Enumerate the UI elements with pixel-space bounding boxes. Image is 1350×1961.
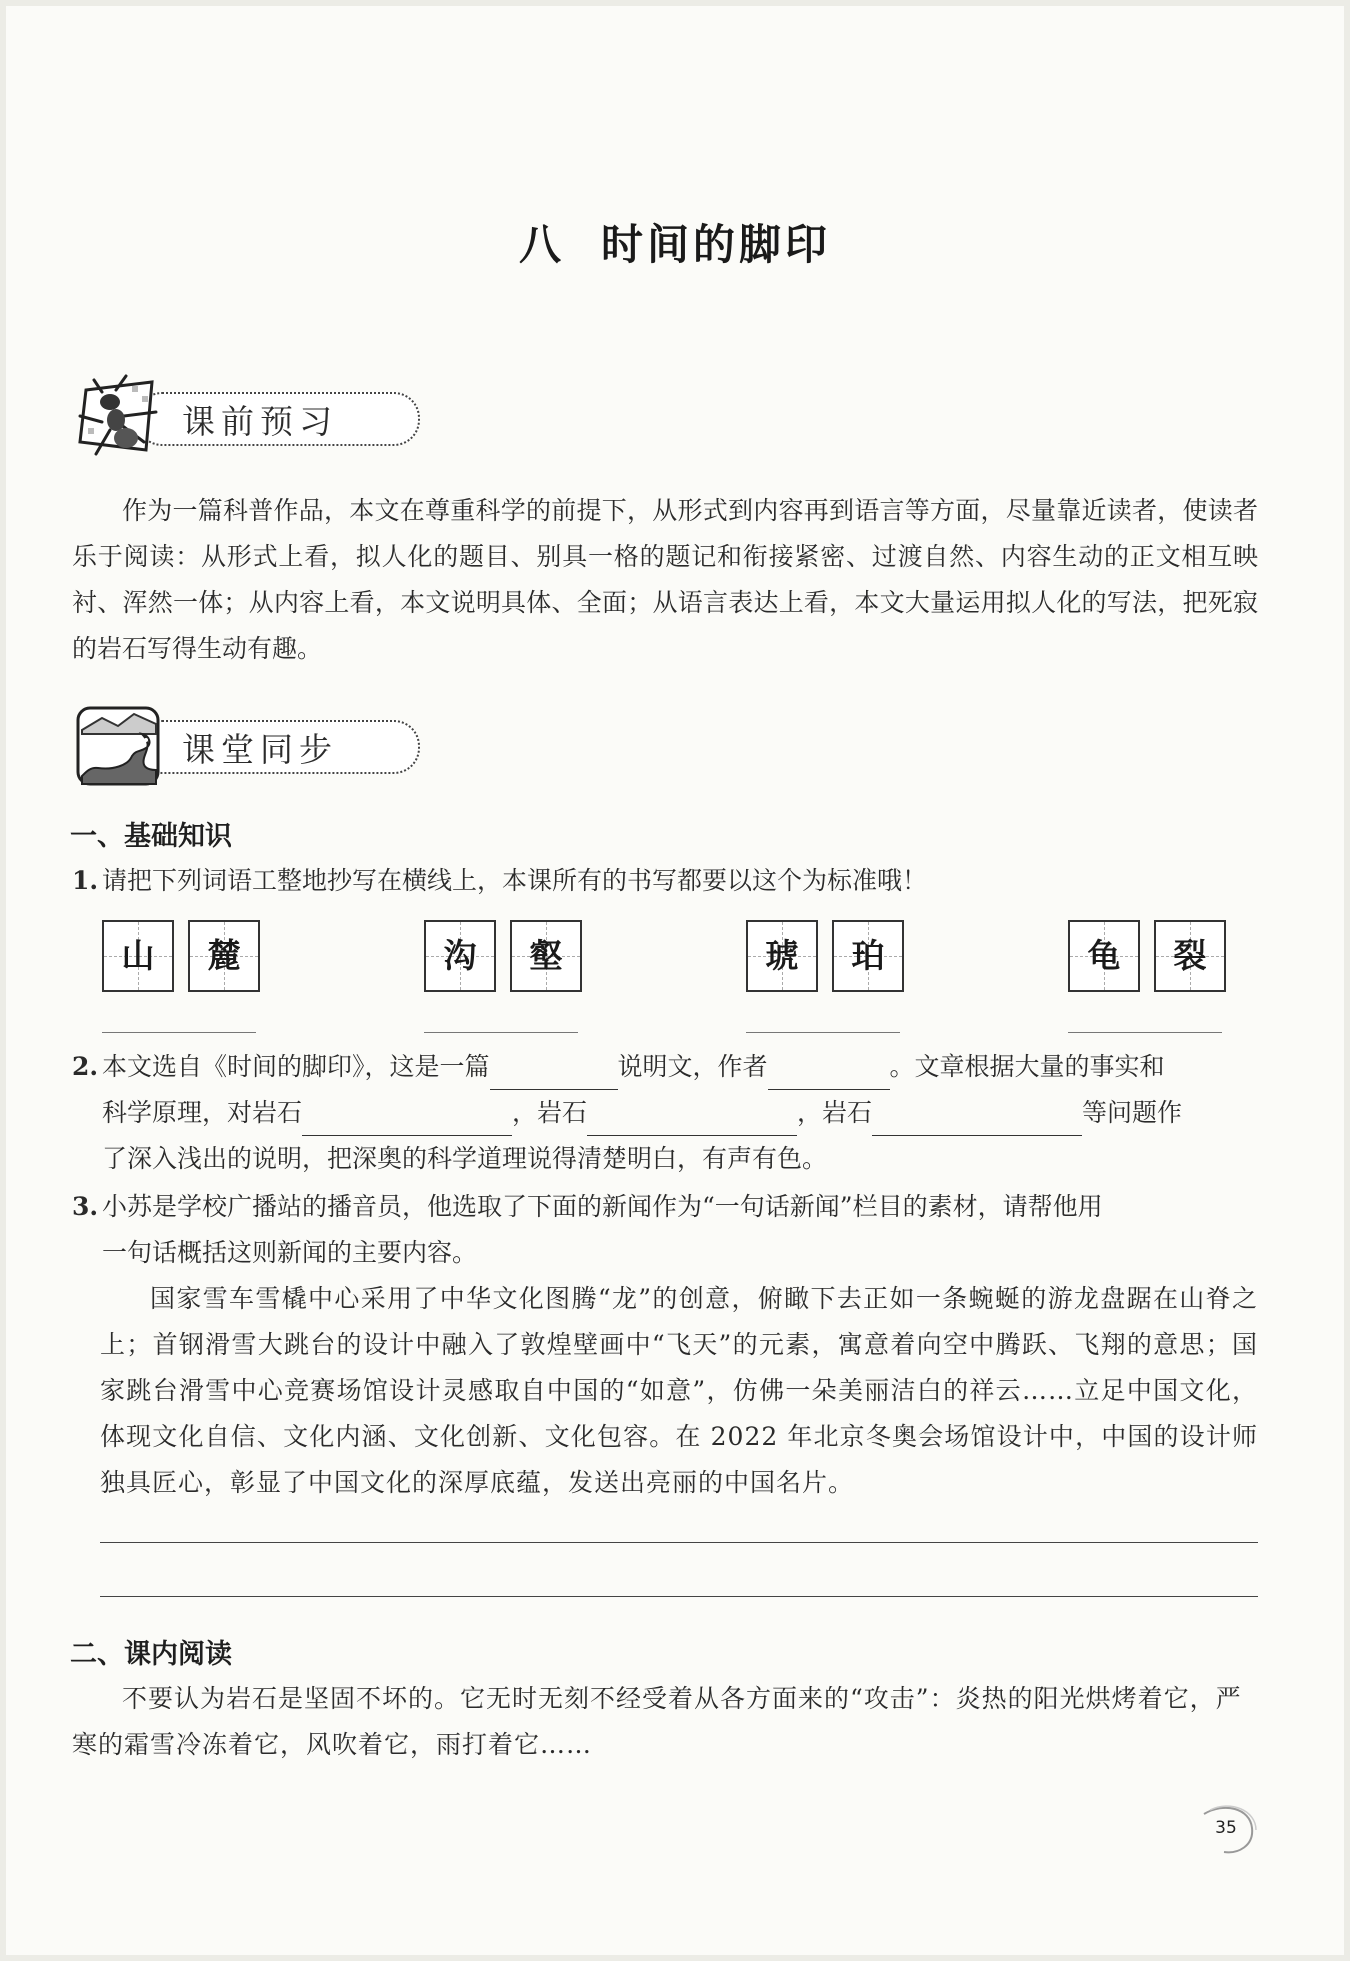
q2-text: ，岩石 xyxy=(797,1098,873,1127)
q2-text: 本文选自《时间的脚印》，这是一篇 xyxy=(102,1052,490,1081)
copy-line[interactable] xyxy=(1068,1032,1222,1033)
section-preview-header xyxy=(72,372,432,462)
question-3 xyxy=(72,1184,1258,1276)
char-cell: 麓 xyxy=(188,920,260,992)
q3-text: 一句话概括这则新闻的主要内容。 xyxy=(102,1238,478,1267)
char-cell: 裂 xyxy=(1154,920,1226,992)
fill-blank[interactable] xyxy=(872,1105,1082,1136)
question-number: 2. xyxy=(72,1052,99,1081)
copy-line[interactable] xyxy=(102,1032,256,1033)
lesson-title: 时间的脚印 xyxy=(601,220,832,269)
lesson-number: 八 xyxy=(518,220,565,269)
fill-blank[interactable] xyxy=(768,1059,890,1090)
copy-line[interactable] xyxy=(424,1032,578,1033)
question-1 xyxy=(72,858,1258,904)
section-classroom-header xyxy=(72,700,432,790)
news-passage: 国家雪车雪橇中心采用了中华文化图腾“龙”的创意，俯瞰下去正如一条蜿蜒的游龙盘踞在山脊之上；首钢滑雪大跳台的设计中融入了敦煌壁画中“飞天”的元素，寓意着向空中腾跃、飞翔的意思；国家跳台滑雪中心竞赛场馆设计灵感取自中国的“如意”，仿佛一朵美丽洁白的祥云……立足中国文化，体现文化自信、文化内涵、文化创新、文化包容。在 2022 年北京冬奥会场馆设计中，中国的设计师独具匠心，彰显了中国文化的深厚底蕴，发送出亮丽的中国名片。 xyxy=(100,1284,1258,1497)
fill-blank[interactable] xyxy=(302,1105,512,1136)
q2-text: 科学原理，对岩石 xyxy=(102,1098,303,1127)
ant-icon xyxy=(72,372,164,464)
fill-blank[interactable] xyxy=(587,1105,797,1136)
question-number: 3. xyxy=(72,1192,99,1221)
q2-text: 了深入浅出的说明，把深奥的科学道理说得清楚明白，有声有色。 xyxy=(102,1144,828,1173)
copy-line[interactable] xyxy=(746,1032,900,1033)
char-cell: 珀 xyxy=(832,920,904,992)
reading-passage: 不要认为岩石是坚固不坏的。它无时无刻不经受着从各方面来的“攻击”：炎热的阳光烘烤着它，严寒的霜雪冷冻着它，风吹着它，雨打着它…… xyxy=(72,1684,1242,1759)
char-cell: 琥 xyxy=(746,920,818,992)
fill-blank[interactable] xyxy=(490,1059,618,1090)
page-title xyxy=(0,212,1350,272)
part2-heading: 二、课内阅读 xyxy=(70,1639,232,1670)
part1-heading: 一、基础知识 xyxy=(70,821,232,852)
page-number: 35 xyxy=(1215,1818,1237,1838)
char-cell: 沟 xyxy=(424,920,496,992)
preview-paragraph: 作为一篇科普作品，本文在尊重科学的前提下，从形式到内容再到语言等方面，尽量靠近读者，使读者乐于阅读：从形式上看，拟人化的题目、别具一格的题记和衔接紧密、过渡自然、内容生动的正文相互映衬、浑然一体；从内容上看，本文说明具体、全面；从语言表达上看，本文大量运用拟人化的写法，把死寂的岩石写得生动有趣。 xyxy=(72,496,1258,663)
q2-text: 。文章根据大量的事实和 xyxy=(889,1052,1165,1081)
answer-line[interactable] xyxy=(100,1542,1258,1543)
section-label: 课前预习 xyxy=(182,402,338,441)
question-number: 1. xyxy=(72,866,99,895)
q3-text: 小苏是学校广播站的播音员，他选取了下面的新闻作为“一句话新闻”栏目的素材，请帮他用 xyxy=(102,1192,1103,1221)
question-2 xyxy=(72,1044,1258,1182)
char-cell: 壑 xyxy=(510,920,582,992)
char-cell: 山 xyxy=(102,920,174,992)
q2-text: ，岩石 xyxy=(512,1098,588,1127)
char-cell: 龟 xyxy=(1068,920,1140,992)
question-text: 请把下列词语工整地抄写在横线上，本课所有的书写都要以这个为标准哦！ xyxy=(102,866,928,895)
q2-text: 等问题作 xyxy=(1082,1098,1183,1127)
dinosaur-icon xyxy=(72,700,164,792)
answer-line[interactable] xyxy=(100,1596,1258,1597)
q2-text: 说明文，作者 xyxy=(617,1052,768,1081)
section-label: 课堂同步 xyxy=(182,730,338,769)
